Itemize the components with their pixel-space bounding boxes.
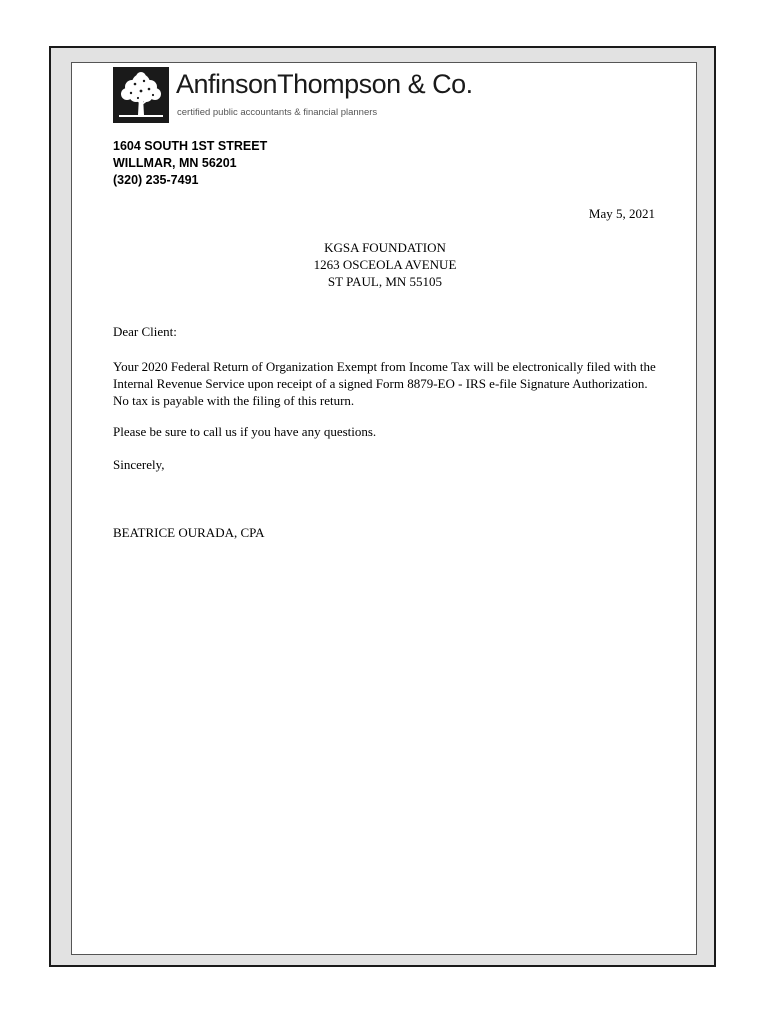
document-frame — [49, 46, 716, 967]
salutation: Dear Client: — [113, 324, 177, 339]
firm-tagline: certified public accountants & financial planners — [177, 107, 378, 118]
letter-body: Your 2020 Federal Return of Organization Exempt from Income Tax will be electronically filed with the Internal Revenue Service upon receipt of a signed Form 8879-EO - IRS e-file Signature Authorization. No tax is payable with the filing of this return. — [113, 359, 656, 408]
letter-date: May 5, 2021 — [588, 206, 655, 221]
sender-address — [113, 138, 267, 189]
closing: Sincerely, — [113, 457, 165, 472]
sender-phone: (320) 235-7491 — [113, 173, 199, 187]
questions-line: Please be sure to call us if you have any questions. — [113, 424, 377, 439]
letter-page — [71, 62, 697, 955]
recipient-city-state-zip: ST PAUL, MN 55105 — [327, 274, 443, 289]
firm-name: AnfinsonThompson & Co. — [176, 69, 473, 99]
recipient-address — [72, 239, 698, 290]
sender-city-state-zip: WILLMAR, MN 56201 — [113, 156, 237, 170]
recipient-name: KGSA FOUNDATION — [324, 240, 446, 255]
signer-name: BEATRICE OURADA, CPA — [113, 525, 265, 540]
sender-street: 1604 SOUTH 1ST STREET — [113, 139, 268, 153]
firm-logo — [113, 67, 473, 127]
tree-icon — [113, 67, 169, 123]
recipient-street: 1263 OSCEOLA AVENUE — [313, 257, 457, 272]
